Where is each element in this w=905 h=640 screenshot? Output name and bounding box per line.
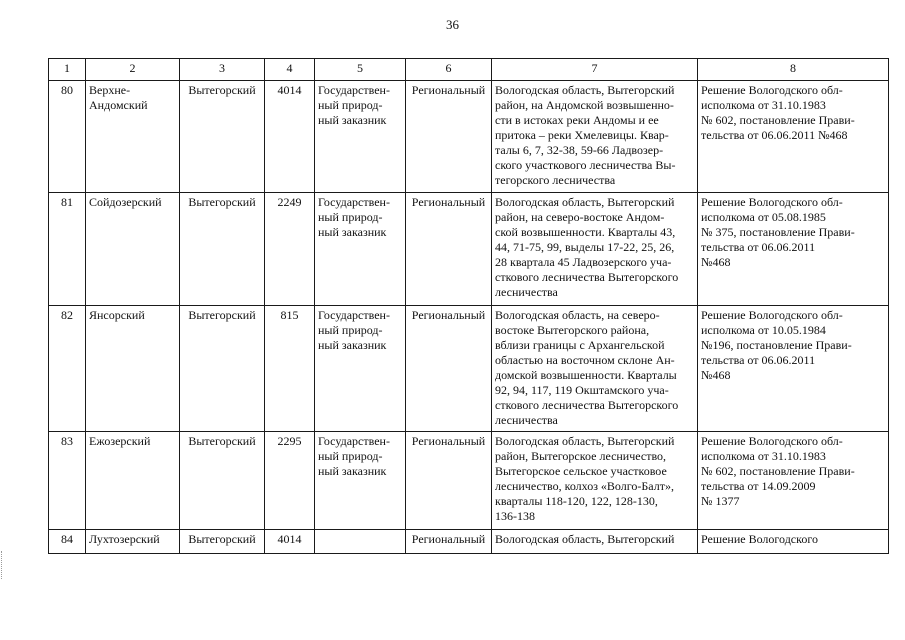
table-row [49, 432, 889, 530]
reserve-name-cell: Сойдозерский [86, 193, 180, 306]
type-cell: Государствен- ный природ- ный заказник [315, 306, 406, 432]
row-number-cell: 84 [49, 530, 86, 554]
row-number-cell: 80 [49, 81, 86, 193]
protected-areas-table [48, 58, 889, 554]
column-header-6: 6 [406, 59, 492, 81]
area-cell: 2249 [265, 193, 315, 306]
column-header-8: 8 [698, 59, 889, 81]
status-cell: Региональный [406, 306, 492, 432]
area-cell: 2295 [265, 432, 315, 530]
reserve-name-cell: Ежозерский [86, 432, 180, 530]
district-cell: Вытегорский [180, 530, 265, 554]
reserve-name-cell: Лухтозерский [86, 530, 180, 554]
location-cell: Вологодская область, Вытегорский район, на Андомской возвышенно- сти в истоках реки Андомы и ее притока – реки Хмелевицы. Квар- талы 6, 7, 32-38, 59-66 Ладвозер- ского участкового лесничества Вы- тегорского лесничества [492, 81, 698, 193]
area-cell: 4014 [265, 81, 315, 193]
row-number-cell: 81 [49, 193, 86, 306]
column-header-5: 5 [315, 59, 406, 81]
column-header-2: 2 [86, 59, 180, 81]
reserve-name-cell: Верхне- Андомский [86, 81, 180, 193]
type-cell [315, 530, 406, 554]
legal-basis-cell: Решение Вологодского обл- исполкома от 31.10.1983 № 602, постановление Прави- тельства от 06.06.2011 №468 [698, 81, 889, 193]
legal-basis-cell: Решение Вологодского [698, 530, 889, 554]
area-cell: 815 [265, 306, 315, 432]
column-header-4: 4 [265, 59, 315, 81]
status-cell: Региональный [406, 193, 492, 306]
status-cell: Региональный [406, 530, 492, 554]
table-row [49, 81, 889, 193]
header-row [49, 59, 889, 81]
legal-basis-cell: Решение Вологодского обл- исполкома от 05.08.1985 № 375, постановление Прави- тельства от 06.06.2011 №468 [698, 193, 889, 306]
row-number-cell: 82 [49, 306, 86, 432]
type-cell: Государствен- ный природ- ный заказник [315, 432, 406, 530]
district-cell: Вытегорский [180, 193, 265, 306]
type-cell: Государствен- ный природ- ный заказник [315, 81, 406, 193]
location-cell: Вологодская область, Вытегорский район, Вытегорское лесничество, Вытегорское сельское участковое лесничество, колхоз «Волго-Балт», кварталы 118-120, 122, 128-130, 136-138 [492, 432, 698, 530]
district-cell: Вытегорский [180, 81, 265, 193]
location-cell: Вологодская область, на северо- востоке Вытегорского района, вблизи границы с Архангельской областью на восточном склоне Ан- домской возвышенности. Кварталы 92, 94, 117, 119 Окштамского уча- сткового лесничества Вытегорского лесничества [492, 306, 698, 432]
district-cell: Вытегорский [180, 306, 265, 432]
column-header-3: 3 [180, 59, 265, 81]
location-cell: Вологодская область, Вытегорский район, на северо-востоке Андом- ской возвышенности. Кварталы 43, 44, 71-75, 99, выделы 17-22, 25, 26, 28 квартала 45 Ладвозерского уча- сткового лесничества Вытегорского лесничества [492, 193, 698, 306]
table-row [49, 530, 889, 554]
location-cell: Вологодская область, Вытегорский [492, 530, 698, 554]
legal-basis-cell: Решение Вологодского обл- исполкома от 10.05.1984 №196, постановление Прави- тельства от 06.06.2011 №468 [698, 306, 889, 432]
page-number: 36 [446, 17, 459, 32]
status-cell: Региональный [406, 432, 492, 530]
status-cell: Региональный [406, 81, 492, 193]
reserve-name-cell: Янсорский [86, 306, 180, 432]
area-cell: 4014 [265, 530, 315, 554]
legal-basis-cell: Решение Вологодского обл- исполкома от 31.10.1983 № 602, постановление Прави- тельства от 14.09.2009 № 1377 [698, 432, 889, 530]
district-cell: Вытегорский [180, 432, 265, 530]
column-header-1: 1 [49, 59, 86, 81]
scan-margin-mark [1, 551, 5, 579]
table-row [49, 306, 889, 432]
table-row [49, 193, 889, 306]
type-cell: Государствен- ный природ- ный заказник [315, 193, 406, 306]
row-number-cell: 83 [49, 432, 86, 530]
column-header-7: 7 [492, 59, 698, 81]
